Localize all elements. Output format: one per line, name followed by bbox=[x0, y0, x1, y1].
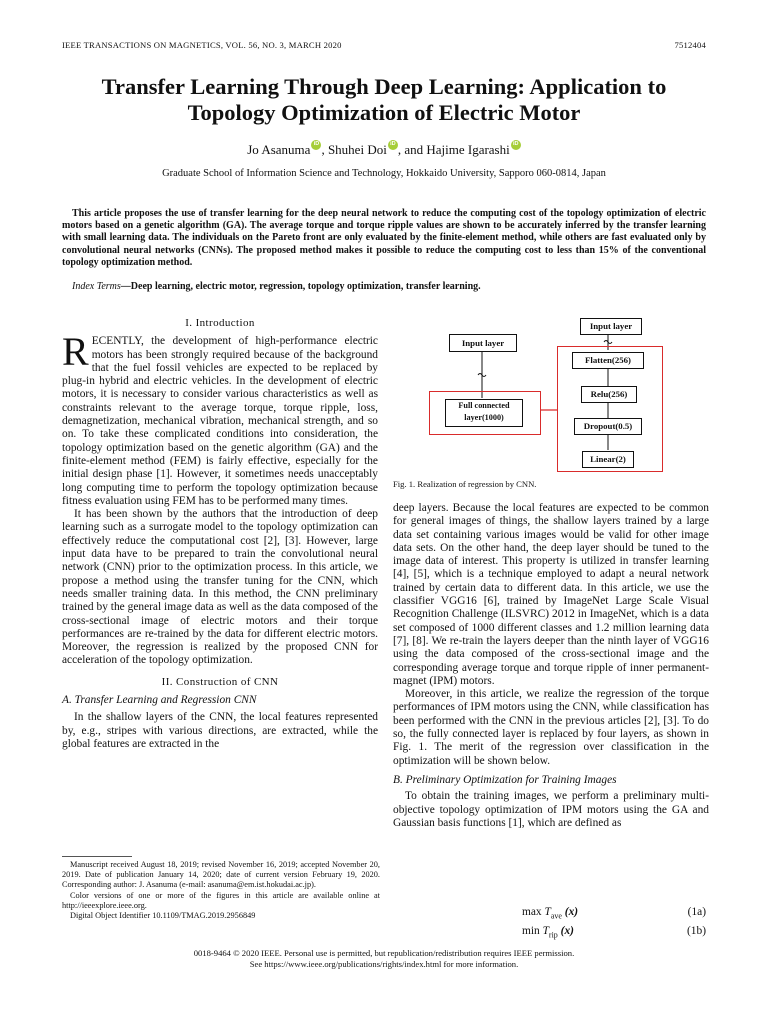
eq1-operator: max bbox=[522, 906, 545, 918]
author-list bbox=[40, 140, 728, 158]
dropcap: R bbox=[62, 329, 89, 375]
page-title bbox=[40, 74, 728, 126]
title-line-2: Topology Optimization of Electric Motor bbox=[187, 100, 581, 125]
running-head bbox=[62, 40, 706, 50]
figure-1 bbox=[393, 312, 713, 477]
copyright-line-1: 0018-9464 © 2020 IEEE. Personal use is permitted, but republication/redistribution requires IEEE permission. bbox=[193, 948, 575, 958]
eq2-variable: T bbox=[542, 925, 549, 937]
eq2-number: (1b) bbox=[687, 925, 706, 937]
left-column bbox=[62, 317, 378, 751]
left-fc-label-1: Full connected bbox=[458, 401, 510, 410]
index-terms-label: Index Terms bbox=[72, 281, 121, 292]
section-2-heading: II. Construction of CNN bbox=[161, 675, 279, 688]
footnote-doi: Digital Object Identifier 10.1109/TMAG.2019.2956849 bbox=[70, 911, 256, 921]
copyright-notice bbox=[40, 948, 728, 969]
subsection-a-heading: A. Transfer Learning and Regression CNN bbox=[62, 694, 257, 707]
index-terms-text: —Deep learning, electric motor, regression, topology optimization, transfer learning. bbox=[120, 281, 481, 292]
abstract: This article proposes the use of transfer learning for the deep neural network to reduce the computing cost of the topology optimization of electric motors based on a genetic algorithm (GA). The average torque and torque ripple values are shown to be accurately inferred by the transfer learning with small learning data. The individuals on the Pareto front are only evaluated by the finite-element method, while others are fast evaluated only by convolutional neural networks (CNNs). The proposed method makes it possible to reduce the computing cost to less than 15% of the conventional topology optimization method. bbox=[62, 208, 706, 268]
left-input-layer-box: Input layer bbox=[449, 334, 517, 352]
section-2-paragraph-1: In the shallow layers of the CNN, the local features represented by, e.g., stripes with various directions, are extracted, while the global features are extracted in the bbox=[62, 711, 378, 750]
right-input-layer-box: Input layer bbox=[580, 318, 642, 335]
right-column bbox=[393, 502, 709, 830]
equation-1b bbox=[396, 925, 706, 939]
linear-layer-box: Linear(2) bbox=[582, 451, 634, 468]
subsection-b-heading: B. Preliminary Optimization for Training Images bbox=[393, 773, 617, 786]
footnote-manuscript: Manuscript received August 18, 2019; revised November 16, 2019; accepted November 20, 2019. Date of publication January 14, 2020; date of current version February 19, 2020. Corresponding author: J. Asanuma (e-mail: asanuma@em.ist.hokudai.ac.jp). bbox=[62, 860, 380, 890]
eq1-argument: (x) bbox=[561, 906, 579, 918]
relu-layer-box: Relu(256) bbox=[581, 386, 637, 403]
footnote-color: Color versions of one or more of the figures in this article are available online at http://ieeexplore.ieee.org. bbox=[62, 890, 380, 910]
index-terms bbox=[62, 281, 706, 292]
intro-paragraph-1 bbox=[62, 329, 378, 508]
author-3: , and Hajime Igarashi bbox=[397, 142, 510, 157]
journal-info: IEEE TRANSACTIONS ON MAGNETICS, VOL. 56, NO. 3, MARCH 2020 bbox=[62, 40, 342, 50]
left-fc-label-2: layer(1000) bbox=[464, 413, 504, 422]
dropout-layer-box: Dropout(0.5) bbox=[574, 418, 642, 435]
intro-paragraph-2: It has been shown by the authors that the introduction of deep learning such as a surrogate model to the topology optimization can effectively reduce the computational cost [2], [3]. However, large input data have to be prepared to train the convolutional neural network (CNN) prior to the optimization process. In this article, we propose a method using the transfer tuning for the CNN, which needs smaller training data. In this method, the CNN preliminary trained by the general image data as well as the data composed of the cross-sectional image of electric motors and their torque performances are re-trained by the data for different electric motors. Moreover, the regression is realized by the proposed CNN for acceleration of the topology optimization. bbox=[62, 508, 378, 667]
author-1: Jo Asanuma bbox=[247, 142, 311, 157]
orcid-icon[interactable] bbox=[311, 140, 321, 150]
subsection-b-paragraph-1: To obtain the training images, we perform a preliminary multi-objective topology optimization of IPM motors using the GA and Gaussian basis functions [1], which are defined as bbox=[393, 790, 709, 829]
author-2: , Shuhei Doi bbox=[321, 142, 387, 157]
intro-paragraph-1-text: ECENTLY, the development of high-performance electric motors has been strongly required because of the background that the fuel fossil vehicles are expected to be replaced by plug-in hybrid and electric vehicles. In the development of electric motors, it is necessary to consider various characteristics as well as constraints relevant to the average torque, torque ripple, loss, demagnetization, mechanical vibration, mechanical strength, and so on. To take these complicated conditions into consideration, the topology optimization based on the genetic algorithm (GA) and the finite-element method (FEM) is fairly effective, especially for the initial design phase [1]. However, it sometimes needs unacceptably long computing time to perform the topology optimization because fitness evaluation using FEM has to be performed many times. bbox=[62, 335, 378, 507]
eq2-argument: (x) bbox=[557, 925, 574, 937]
equation-1a bbox=[396, 906, 706, 920]
orcid-icon[interactable] bbox=[388, 140, 398, 150]
affiliation: Graduate School of Information Science and Technology, Hokkaido University, Sapporo 060-0814, Japan bbox=[162, 168, 606, 179]
eq2-operator: min bbox=[522, 925, 543, 937]
footnotes bbox=[62, 860, 380, 921]
left-fc-layer-box bbox=[445, 399, 523, 427]
section-2-paragraph-1-continued: deep layers. Because the local features are expected to be common for general images of things, the shallow layers trained by a large data set containing various images would be valid for other image data sets. On the other hand, the deep layer should be tuned to the image data of interest. This property is utilized in transfer learning [4], [5], which is a technique employed to adapt a neural network trained by certain data to different data. In this article, we use the classifier VGG16 [6], trained by ImageNet Large Scale Visual Recognition Challenge (ILSVRC) 2012 in ImageNet, which is a data set composed of 1000 different classes and 1.2 million learning data [7], [8]. We re-train the layers deeper than the ninth layer of VGG16 using the data composed of the cross-sectional image and the corresponding average torque and torque ripple of inner permanent-magnet (IPM) motors. bbox=[393, 502, 709, 687]
eq1-subscript: ave bbox=[550, 911, 562, 921]
eq2-subscript: rip bbox=[548, 930, 558, 940]
title-line-1: Transfer Learning Through Deep Learning: Application to bbox=[101, 74, 667, 99]
figure-1-caption: Fig. 1. Realization of regression by CNN. bbox=[393, 479, 537, 489]
footnote-rule bbox=[62, 856, 132, 857]
orcid-icon[interactable] bbox=[511, 140, 521, 150]
copyright-line-2: See https://www.ieee.org/publications/rights/index.html for more information. bbox=[249, 958, 519, 969]
article-number: 7512404 bbox=[674, 40, 706, 50]
section-2-paragraph-2: Moreover, in this article, we realize the regression of the torque performances of IPM motors using the CNN, while classification has been performed with the CNN in the previous articles [2], [3]. To do so, the fully connected layer is replaced by four layers, as shown in Fig. 1. The merit of the regression over classification in the optimization will be shown below. bbox=[393, 688, 709, 767]
flatten-layer-box: Flatten(256) bbox=[572, 352, 644, 369]
section-1-heading: I. Introduction bbox=[185, 317, 255, 329]
eq1-variable: T bbox=[544, 906, 551, 918]
eq1-number: (1a) bbox=[687, 906, 706, 918]
